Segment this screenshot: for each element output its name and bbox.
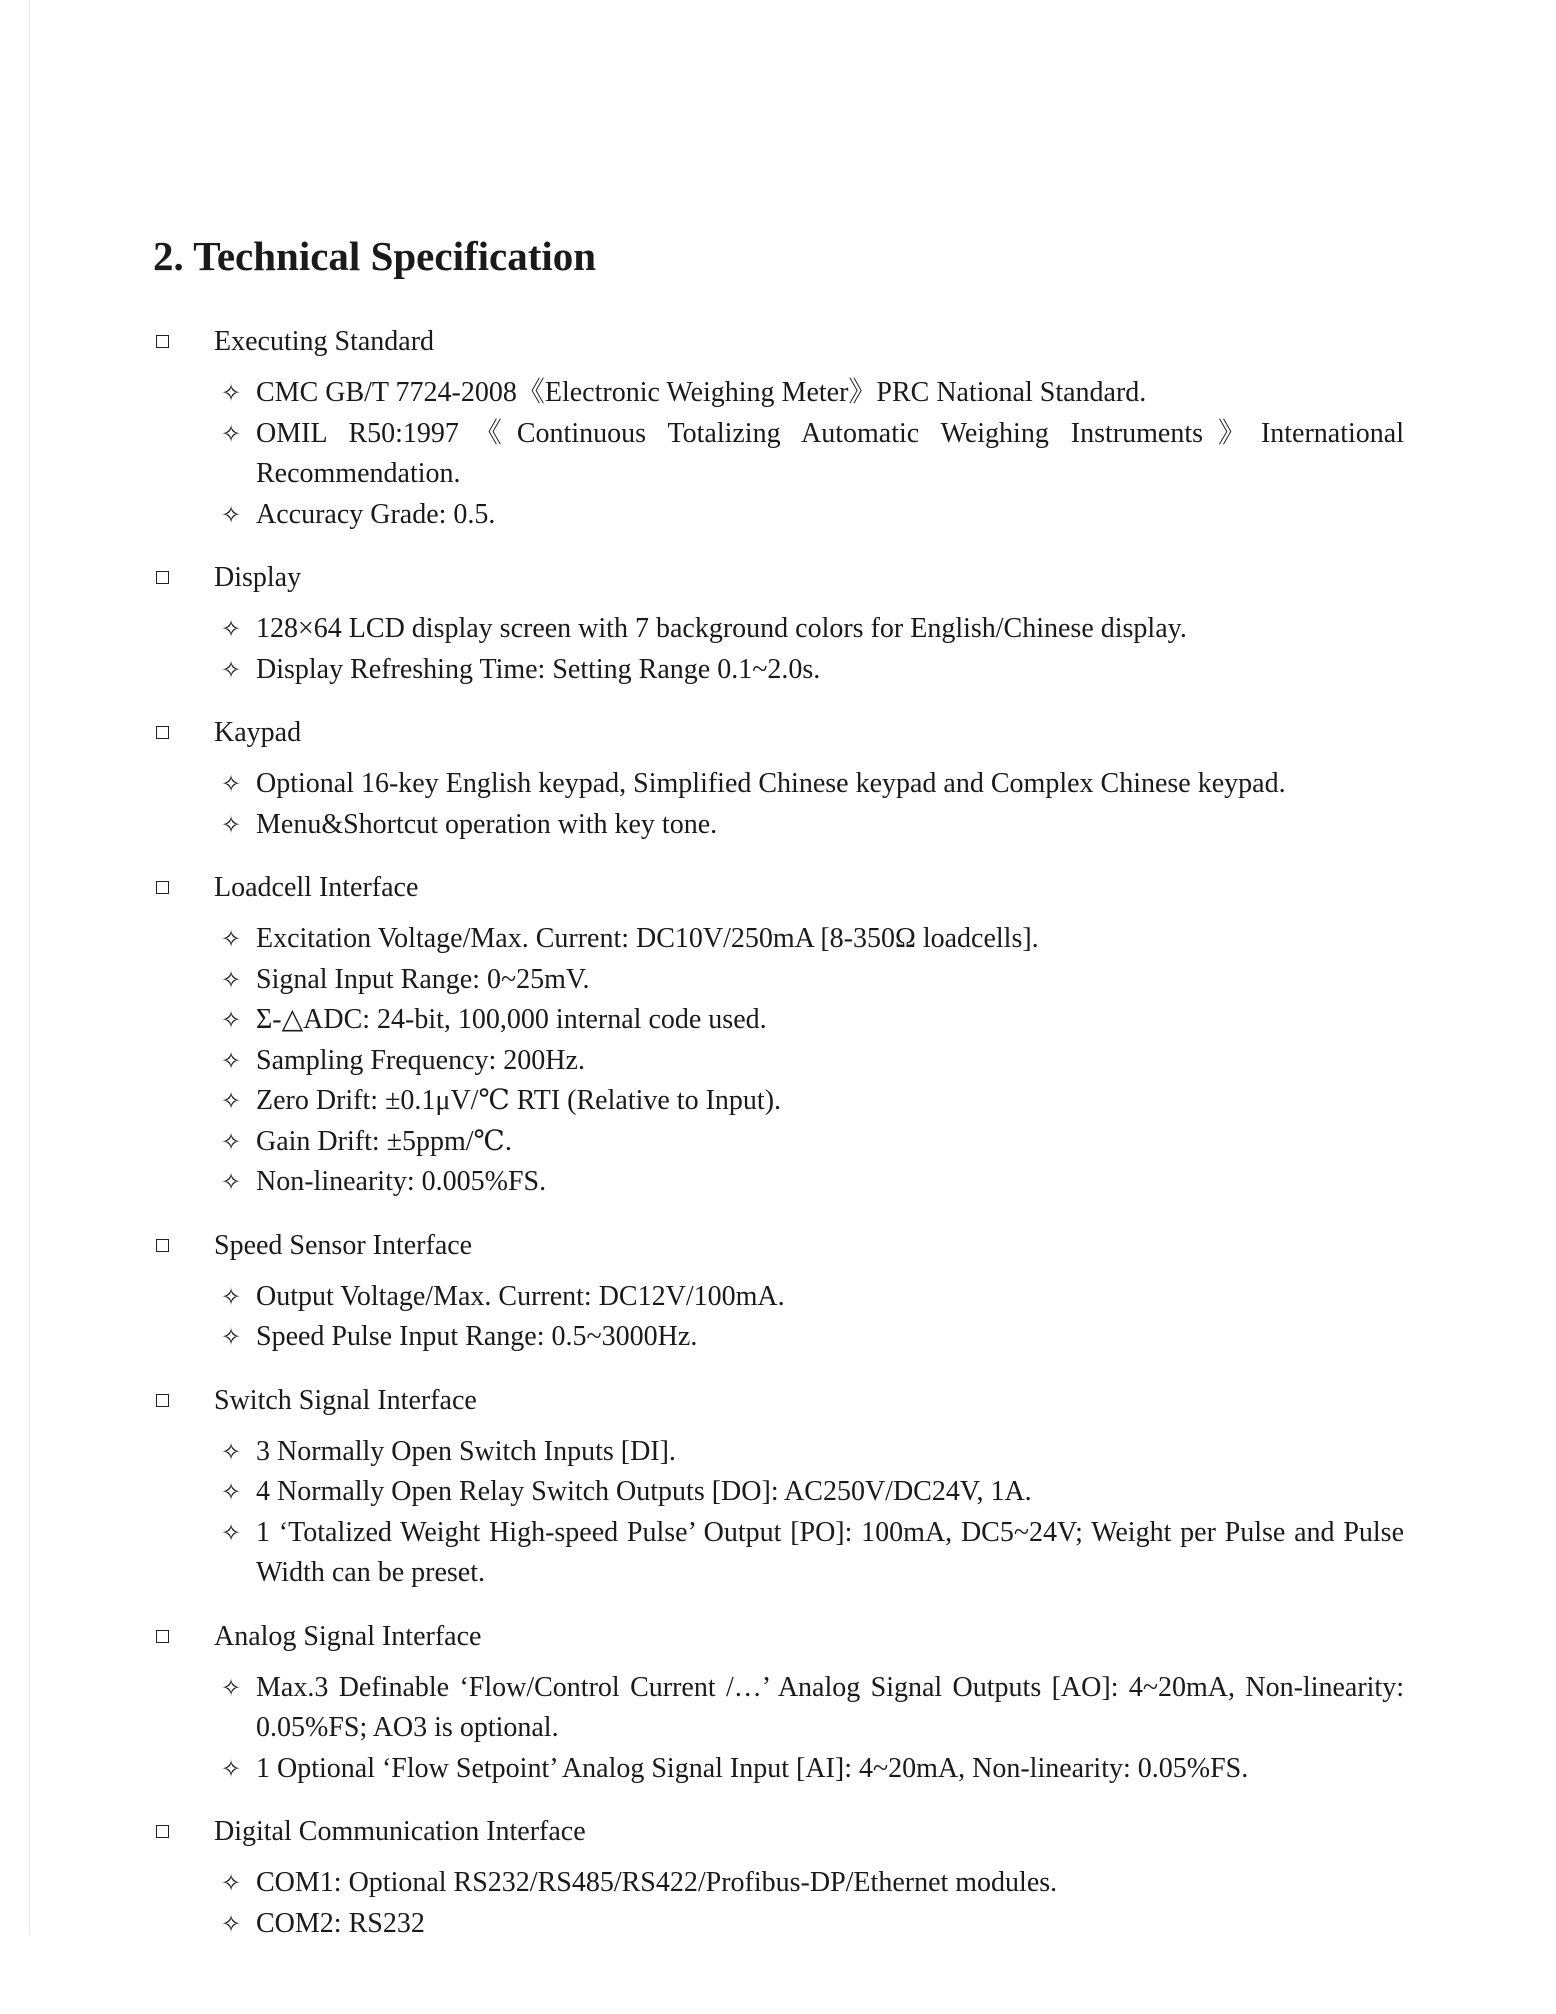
section-title: Speed Sensor Interface [214,1229,473,1261]
section-heading [0,322,1556,362]
list-item [0,1122,1556,1163]
list-item-text: Non-linearity: 0.005%FS. [256,1166,547,1197]
list-item [0,1041,1556,1082]
four-pointed-star-icon: ✧ [220,500,242,529]
list-item [0,650,1556,691]
list-item [0,1904,1556,1936]
list-item-text: Speed Pulse Input Range: 0.5~3000Hz. [256,1321,698,1352]
bullet-list [0,373,1556,535]
four-pointed-star-icon: ✧ [220,1518,242,1547]
checkbox-square-icon [156,1239,169,1252]
spec-sections [0,322,1556,1935]
section-title: Switch Signal Interface [214,1384,477,1416]
list-item-text: Signal Input Range: 0~25mV. [256,963,590,995]
list-item-text: 1 ‘Totalized Weight High-speed Pulse’ Output [PO]: 100mA, DC5~24V; Weight per Pulse and Pulse Width can be preset. [256,1516,1404,1588]
list-item-text: Σ-△ADC: 24-bit, 100,000 internal code used. [256,1004,767,1035]
spec-section [0,713,1556,845]
list-item [0,495,1556,536]
list-item [0,805,1556,846]
four-pointed-star-icon: ✧ [220,810,242,839]
section-title: Loadcell Interface [214,872,419,903]
list-item [0,609,1556,650]
section-heading [0,1617,1556,1657]
spec-section [0,322,1556,535]
section-title: Digital Communication Interface [214,1816,586,1847]
four-pointed-star-icon: ✧ [220,1909,242,1935]
bullet-list [0,764,1556,845]
four-pointed-star-icon: ✧ [220,655,242,684]
four-pointed-star-icon: ✧ [220,770,242,798]
list-item [0,373,1556,414]
four-pointed-star-icon: ✧ [220,1168,242,1196]
list-item-text: Menu&Shortcut operation with key tone. [256,808,718,840]
checkbox-square-icon [156,1630,169,1643]
bullet-list [0,1863,1556,1935]
spec-section [0,1226,1556,1358]
four-pointed-star-icon: ✧ [220,615,242,643]
list-item-text: Gain Drift: ±5ppm/℃. [256,1125,512,1157]
page-title: 2. Technical Specification [153,233,597,279]
list-item-text: Accuracy Grade: 0.5. [256,498,496,530]
list-item-text: COM2: RS232 [256,1907,425,1935]
list-item [0,919,1556,960]
four-pointed-star-icon: ✧ [220,419,242,448]
checkbox-square-icon [156,1825,169,1838]
spec-section [0,1617,1556,1790]
checkbox-square-icon [156,335,169,348]
list-item-text: Excitation Voltage/Max. Current: DC10V/250mA [8-350Ω loadcells]. [256,923,1039,954]
list-item-text: 4 Normally Open Relay Switch Outputs [DO]: AC250V/DC24V, 1A. [256,1476,1032,1507]
list-item [0,1162,1556,1203]
bullet-list [0,1668,1556,1790]
section-heading [0,868,1556,908]
checkbox-square-icon [156,1394,169,1407]
checkbox-square-icon [156,726,169,739]
list-item-text: OMIL R50:1997《Continuous Totalizing Automatic Weighing Instruments》International Recommendation. [256,417,1404,489]
section-title: Display [214,562,302,593]
list-item-text: Optional 16-key English keypad, Simplified Chinese keypad and Complex Chinese keypad. [256,768,1286,799]
bullet-list [0,609,1556,690]
four-pointed-star-icon: ✧ [220,1087,242,1115]
list-item [0,764,1556,805]
four-pointed-star-icon: ✧ [220,1006,242,1034]
section-heading [0,1381,1556,1421]
four-pointed-star-icon: ✧ [220,1127,242,1156]
four-pointed-star-icon: ✧ [220,1323,242,1351]
spec-section [0,1381,1556,1594]
section-heading [0,713,1556,753]
four-pointed-star-icon: ✧ [220,1478,242,1506]
spec-section [0,558,1556,690]
four-pointed-star-icon: ✧ [220,1673,242,1702]
list-item-text: 128×64 LCD display screen with 7 background colors for English/Chinese display. [256,613,1187,644]
four-pointed-star-icon: ✧ [220,1869,242,1897]
bullet-list [0,1277,1556,1358]
spec-section [0,1812,1556,1935]
list-item [0,1317,1556,1358]
list-item-text: Output Voltage/Max. Current: DC12V/100mA. [256,1280,785,1312]
checkbox-square-icon [156,881,169,894]
bullet-list [0,1432,1556,1594]
list-item [0,1277,1556,1318]
list-item [0,1749,1556,1790]
list-item-text: 3 Normally Open Switch Inputs [DI]. [256,1435,676,1467]
section-title: Kaypad [214,717,302,748]
list-item-text: CMC GB/T 7724-2008《Electronic Weighing Meter》PRC National Standard. [256,377,1147,408]
four-pointed-star-icon: ✧ [220,1437,242,1466]
list-item [0,1513,1556,1594]
list-item [0,414,1556,495]
section-heading [0,1812,1556,1852]
section-title: Analog Signal Interface [214,1620,482,1652]
list-item-text: Display Refreshing Time: Setting Range 0.1~2.0s. [256,653,821,685]
list-item [0,1472,1556,1513]
list-item-text: Max.3 Definable ‘Flow/Control Current /…’ Analog Signal Outputs [AO]: 4~20mA, Non-linearity: 0.05%FS; AO3 is optional. [256,1671,1404,1743]
four-pointed-star-icon: ✧ [220,925,242,953]
checkbox-square-icon [156,571,169,584]
four-pointed-star-icon: ✧ [220,1282,242,1311]
four-pointed-star-icon: ✧ [220,1754,242,1783]
spec-section [0,868,1556,1203]
list-item [0,1000,1556,1041]
list-item-text: Sampling Frequency: 200Hz. [256,1044,585,1076]
list-item [0,1668,1556,1749]
four-pointed-star-icon: ✧ [220,1046,242,1075]
four-pointed-star-icon: ✧ [220,379,242,407]
section-heading [0,1226,1556,1266]
list-item-text: Zero Drift: ±0.1μV/℃ RTI (Relative to Input). [256,1085,782,1116]
list-item-text: 1 Optional ‘Flow Setpoint’ Analog Signal Input [AI]: 4~20mA, Non-linearity: 0.05%FS. [256,1752,1249,1784]
list-item [0,960,1556,1001]
list-item [0,1863,1556,1904]
four-pointed-star-icon: ✧ [220,965,242,994]
list-item [0,1081,1556,1122]
list-item [0,1432,1556,1473]
bullet-list [0,919,1556,1203]
section-heading [0,558,1556,598]
list-item-text: COM1: Optional RS232/RS485/RS422/Profibus-DP/Ethernet modules. [256,1867,1058,1898]
section-title: Executing Standard [214,326,435,357]
